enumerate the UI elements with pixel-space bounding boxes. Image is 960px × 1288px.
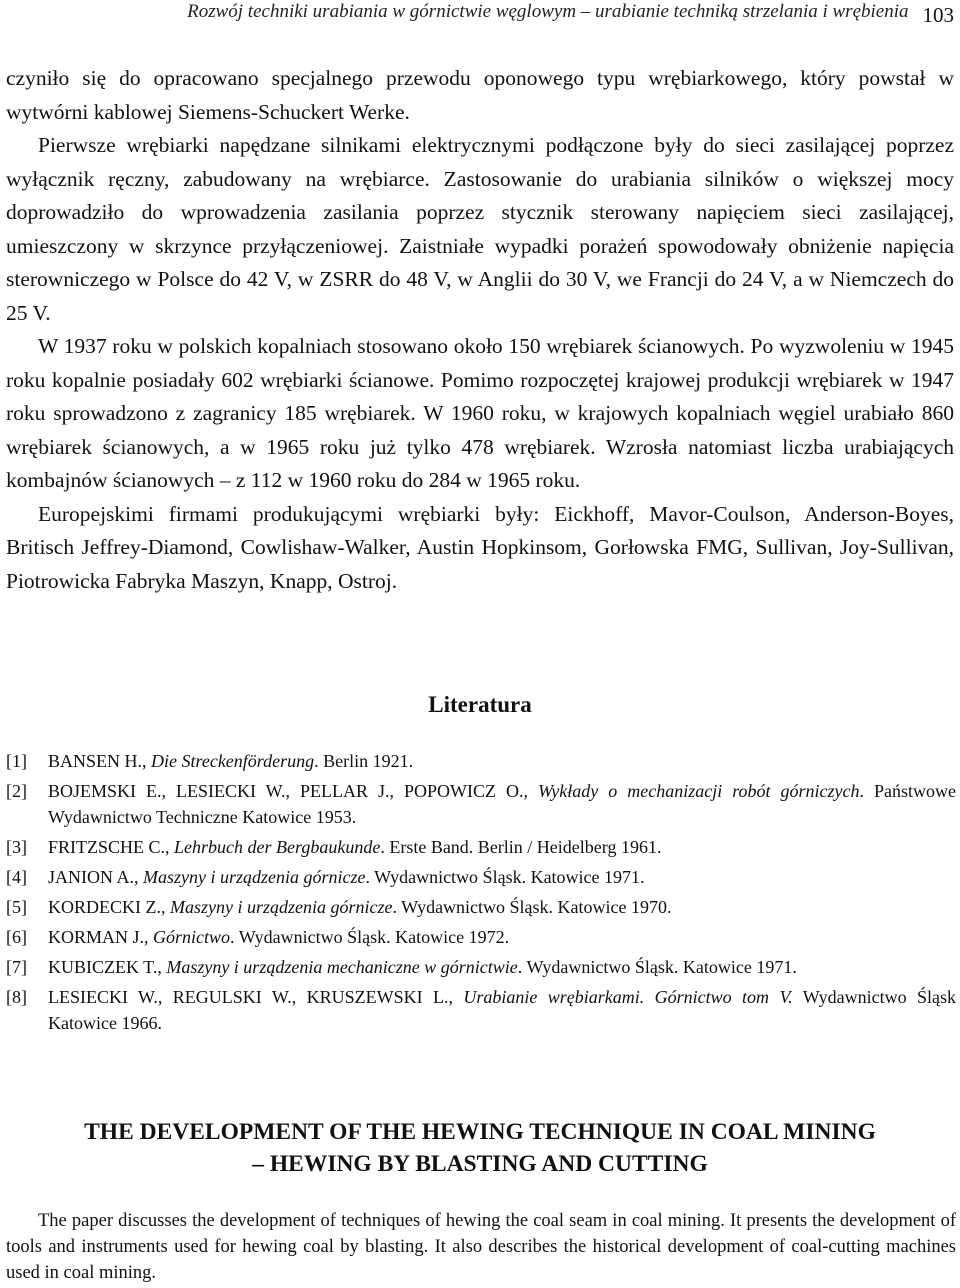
reference-number: [1]	[6, 751, 27, 771]
reference-publisher: . Erste Band. Berlin / Heidelberg 1961.	[380, 837, 662, 857]
reference-text	[48, 834, 956, 860]
reference-item	[6, 778, 956, 830]
english-title-line: THE DEVELOPMENT OF THE HEWING TECHNIQUE IN COAL MINING	[84, 1119, 876, 1145]
reference-text	[48, 954, 956, 980]
reference-item	[6, 894, 956, 920]
reference-item	[6, 834, 956, 860]
reference-text	[48, 778, 956, 830]
running-title: Rozwój techniki urabiania w górnictwie węglowym – urabianie techniką strzelania i wrębienia	[187, 1, 909, 22]
reference-authors: KORMAN J.,	[48, 927, 154, 947]
reference-number: [4]	[6, 867, 27, 887]
reference-text	[48, 894, 956, 920]
reference-authors: KORDECKI Z.,	[48, 897, 170, 917]
reference-authors: BOJEMSKI E., LESIECKI W., PELLAR J., POPOWICZ O.,	[48, 781, 538, 801]
reference-publisher: . Wydawnictwo Śląsk. Katowice 1970.	[392, 897, 672, 917]
reference-authors: KUBICZEK T.,	[48, 957, 167, 977]
body-text	[6, 62, 954, 598]
reference-text	[48, 748, 956, 774]
reference-text	[48, 984, 956, 1036]
page-header	[0, 0, 954, 40]
paragraph: Europejskimi firmami produkującymi wrębiarki były: Eickhoff, Mavor-Coulson, Anderson-Boyes, Britisch Jeffrey-Diamond, Cowlishaw-Walker, Austin Hopkinsom, Gorłowska FMG, Sullivan, Joy-Sullivan, Piotrowicka Fabryka Maszyn, Knapp, Ostroj.	[6, 501, 954, 593]
reference-title: Maszyny i urządzenia górnicze	[143, 867, 366, 887]
reference-publisher: Wydawnictwo Śląsk Katowice 1966.	[48, 987, 956, 1033]
reference-publisher: . Wydawnictwo Śląsk. Katowice 1971.	[517, 957, 797, 977]
reference-text	[48, 864, 956, 890]
reference-authors: LESIECKI W., REGULSKI W., KRUSZEWSKI L.,	[48, 987, 464, 1007]
page-number: 103	[922, 3, 954, 27]
reference-number: [3]	[6, 837, 27, 857]
reference-title: Maszyny i urządzenia mechaniczne w górnictwie	[166, 957, 518, 977]
reference-list	[6, 748, 956, 1040]
reference-title: Urabianie wrębiarkami. Górnictwo tom V.	[463, 987, 793, 1007]
reference-item	[6, 748, 956, 774]
reference-title: Górnictwo	[153, 927, 231, 947]
reference-title: Lehrbuch der Bergbaukunde	[174, 837, 381, 857]
reference-publisher: . Państwowe Wydawnictwo Techniczne Katowice 1953.	[48, 781, 956, 827]
reference-authors: JANION A.,	[48, 867, 144, 887]
reference-number: [2]	[6, 781, 27, 801]
english-title-line: – HEWING BY BLASTING AND CUTTING	[252, 1151, 708, 1177]
reference-item	[6, 924, 956, 950]
reference-number: [7]	[6, 957, 27, 977]
reference-publisher: . Berlin 1921.	[314, 751, 414, 771]
reference-number: [5]	[6, 897, 27, 917]
reference-title: Die Streckenförderung	[151, 751, 315, 771]
paragraph: W 1937 roku w polskich kopalniach stosowano około 150 wrębiarek ścianowych. Po wyzwoleniu w 1945 roku kopalnie posiadały 602 wrębiarki ścianowe. Pomimo rozpoczętej krajowej produkcji wrębiarek w 1947 roku sprowadzono z zagranicy 185 wrębiarek. W 1960 roku, w krajowych kopalniach węgiel urabiało 860 wrębiarek ścianowych, a w 1965 roku już tylko 478 wrębiarek. Wzrosła natomiast liczba urabiających kombajnów ścianowych – z 112 w 1960 roku do 284 w 1965 roku.	[6, 334, 954, 492]
reference-number: [8]	[6, 987, 27, 1007]
reference-text	[48, 924, 956, 950]
english-title	[0, 1116, 960, 1180]
reference-number: [6]	[6, 927, 27, 947]
reference-publisher: . Wydawnictwo Śląsk. Katowice 1971.	[365, 867, 645, 887]
paragraph: Pierwsze wrębiarki napędzane silnikami elektrycznymi podłączone były do sieci zasilającej poprzez wyłącznik ręczny, zabudowany na wrębiarce. Zastosowanie do urabiania silników o większej mocy doprowadziło do wprowadzenia zasilania poprzez stycznik sterowany napięciem sieci zasilającej, umieszczony w skrzynce przyłączeniowej. Zaistniałe wypadki porażeń spowodowały obniżenie napięcia sterowniczego w Polsce do 42 V, w ZSRR do 48 V, w Anglii do 30 V, we Francji do 24 V, a w Niemczech do 25 V.	[6, 133, 954, 325]
paragraph: czyniło się do opracowano specjalnego przewodu oponowego typu wrębiarkowego, który powstał w wytwórni kablowej Siemens-Schuckert Werke.	[6, 66, 954, 124]
reference-title: Maszyny i urządzenia górnicze	[170, 897, 393, 917]
reference-item	[6, 864, 956, 890]
reference-authors: FRITZSCHE C.,	[48, 837, 175, 857]
reference-publisher: . Wydawnictwo Śląsk. Katowice 1972.	[230, 927, 510, 947]
literature-heading: Literatura	[428, 692, 532, 717]
reference-item	[6, 984, 956, 1036]
reference-authors: BANSEN H.,	[48, 751, 152, 771]
abstract-text: The paper discusses the development of techniques of hewing the coal seam in coal mining. It presents the development of tools and instruments used for hewing coal by blasting. It also describes the historical development of coal-cutting machines used in coal mining.	[6, 1211, 956, 1283]
english-abstract	[6, 1208, 956, 1286]
reference-title: Wykłady o mechanizacji robót górniczych	[537, 781, 860, 801]
reference-item	[6, 954, 956, 980]
